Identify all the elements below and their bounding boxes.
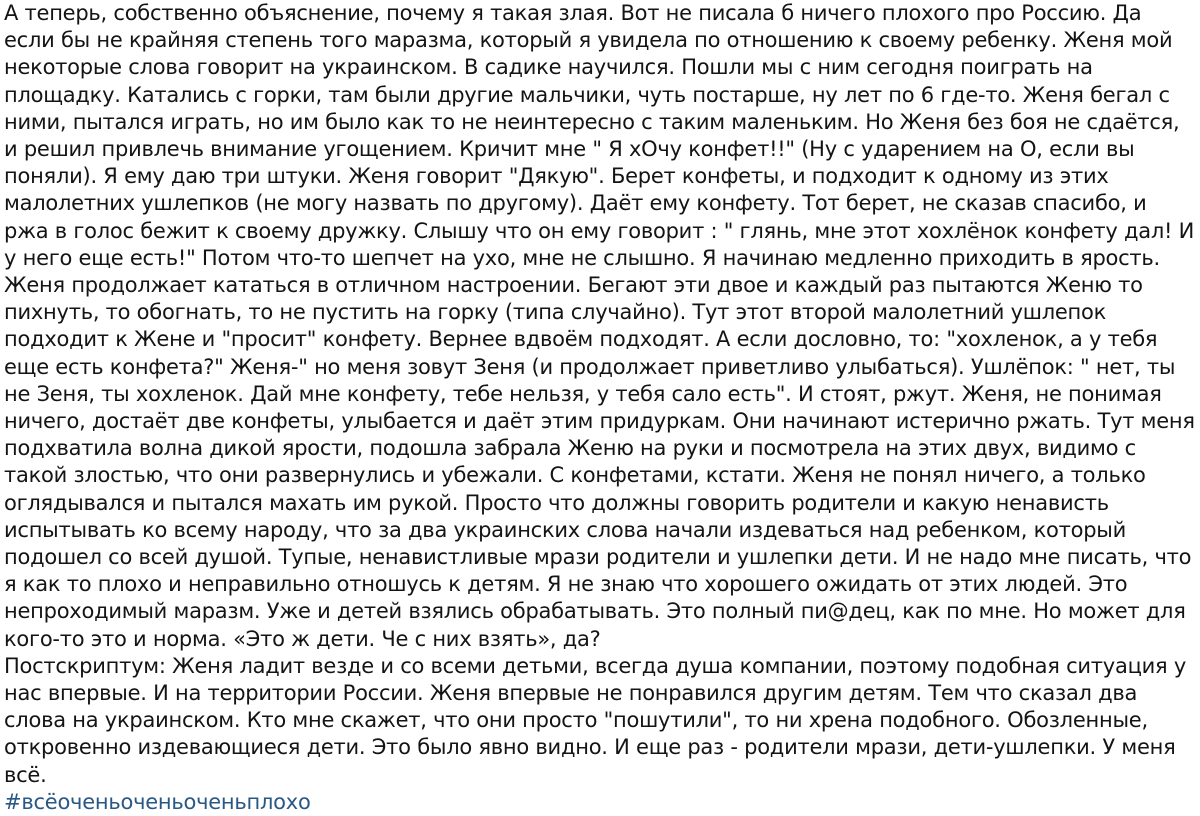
hashtag-row (4, 789, 1196, 816)
hashtag-link[interactable]: #всёоченьоченьоченьплохо (4, 789, 311, 814)
post-paragraph-main: А теперь, собственно объяснение, почему я такая злая. Вот не писала б ничего плохого про Россию. Да если бы не крайняя степень того маразма, который я увидела по отношению к своему ребенку. Женя мой некоторые слова говорит на украинском. В садике научился. Пошли мы с ним сегодня поиграть на площадку. Катались с горки, там были другие мальчики, чуть постарше, ну лет по 6 где-то. Женя бегал с ними, пытался играть, но им было как то не неинтересно с таким маленьким. Но Женя без боя не сдаётся, и решил привлечь внимание угощением. Кричит мне " Я хОчу конфет!!" (Ну с ударением на О, если вы поняли). Я ему даю три штуки. Женя говорит "Дякую". Берет конфеты, и подходит к одному из этих малолетних ушлепков (не могу назвать по другому). Даёт ему конфету. Тот берет, не сказав спасибо, и ржа в голос бежит к своему дружку. Слышу что он ему говорит : " глянь, мне этот хохлёнок конфету дал! И у него еще есть!" Потом что-то шепчет на ухо, мне не слышно. Я начинаю медленно приходить в ярость. Женя продолжает кататься в отличном настроении. Бегают эти двое и каждый раз пытаются Женю то пихнуть, то обогнать, то не пустить на горку (типа случайно). Тут этот второй малолетний ушлепок подходит к Жене и "просит" конфету. Вернее вдвоём подходят. А если дословно, то: "хохленок, а у тебя еще есть конфета?" Женя-" но меня зовут Зеня (и продолжает приветливо улыбаться). Ушлёпок: " нет, ты не Зеня, ты хохленок. Дай мне конфету, тебе нельзя, у тебя сало есть". И стоят, ржут. Женя, не понимая ничего, достаёт две конфеты, улыбается и даёт этим придуркам. Они начинают истерично ржать. Тут меня подхватила волна дикой ярости, подошла забрала Женю на руки и посмотрела на этих двух, видимо с такой злостью, что они развернулись и убежали. С конфетами, кстати. Женя не понял ничего, а только оглядывался и пытался махать им рукой. Просто что должны говорить родители и какую ненависть испытывать ко всему народу, что за два украинских слова начали издеваться над ребенком, который подошел со всей душой. Тупые, ненавистливые мрази родители и ушлепки дети. И не надо мне писать, что я как то плохо и неправильно отношусь к детям. Я не знаю что хорошего ожидать от этих людей. Это непроходимый маразм. Уже и детей взялись обрабатывать. Это полный пи@дец, как по мне. Но может для кого-то это и норма. «Это ж дети. Че с них взять», да? (4, 1, 1195, 651)
post-paragraph-postscript: Постскриптум: Женя ладит везде и со всеми детьми, всегда душа компании, поэтому подобная ситуация у нас впервые. И на территории России. Женя впервые не понравился другим детям. Тем что сказал два слова на украинском. Кто мне скажет, что они просто "пошутили", то ни хрена подобного. Обозленные, откровенно издевающиеся дети. Это было явно видно. И еще раз - родители мрази, дети-ушлепки. У меня всё. (4, 653, 1187, 787)
post-text (4, 0, 1196, 816)
